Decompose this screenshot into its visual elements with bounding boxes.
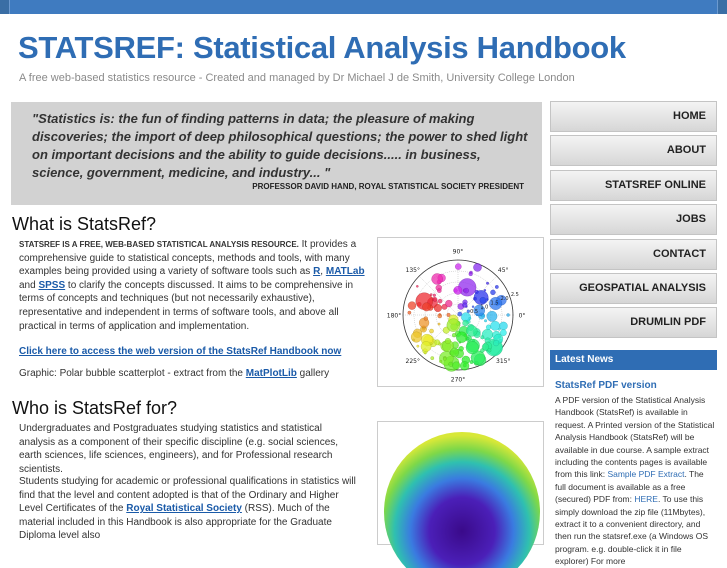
bubble: [480, 297, 486, 303]
quote-text: "Statistics is: the fun of finding patterns in data; the pleasure of making discoveries; the import of deep philosophical questions; the power to shed light on important decisions and the ability to guide decisions..... in business, science, government, medicine, and industry... ": [32, 111, 528, 180]
angle-label: 225°: [405, 357, 420, 365]
news-title-link[interactable]: StatsRef PDF version: [555, 380, 657, 391]
bubble: [422, 303, 430, 311]
bubble: [452, 362, 460, 370]
graphic-caption: [19, 368, 329, 379]
bubble: [507, 313, 510, 316]
sample-pdf-link[interactable]: Sample PDF Extract: [607, 469, 685, 480]
who-paragraph-2: [19, 475, 359, 543]
bubble: [482, 344, 489, 351]
angle-label: 90°: [452, 248, 464, 256]
bubble: [484, 319, 487, 322]
top-bar-inner: [9, 0, 718, 14]
who-heading: Who is StatsRef for?: [12, 398, 178, 418]
matlab-link[interactable]: MATLab: [325, 266, 365, 278]
radial-label: 1.0: [480, 304, 489, 311]
rss-link[interactable]: Royal Statistical Society: [126, 503, 242, 515]
what-text-1: It provides a comprehensive guide to statistical concepts, methods and tools, with many examples being provided using a variety of software tools such as: [19, 239, 357, 278]
angle-label: 0°: [518, 312, 526, 320]
quote-box: [11, 102, 542, 205]
bubble: [493, 340, 499, 346]
radial-label: 2.0: [500, 296, 509, 303]
bubble: [462, 303, 467, 308]
what-sep-2: and: [19, 279, 39, 291]
bubble: [445, 338, 451, 344]
bubble: [487, 311, 497, 321]
bubble: [469, 272, 473, 276]
bubble: [486, 282, 489, 285]
bubble: [490, 321, 499, 330]
bubble: [443, 357, 446, 360]
radial-label: 0.5: [470, 308, 479, 315]
bubble: [413, 339, 415, 341]
bubble: [500, 330, 506, 336]
bubble: [438, 323, 440, 325]
latest-news-heading: Latest News: [550, 350, 717, 370]
nav-statsref-online[interactable]: STATSREF ONLINE: [550, 170, 717, 201]
bubble: [463, 320, 469, 326]
news-text-3: . To use this simply download the zip file (11Mbytes), extract it to a convenient directory, and then run the statsref.exe (a Windows OS program. e.g. double-click it in file explorer) For more: [555, 494, 709, 567]
what-sep-1: ,: [320, 266, 326, 278]
ozone-map-image: [377, 421, 544, 545]
radial-label: 2.5: [510, 291, 519, 298]
bubble: [421, 341, 431, 351]
bubble: [424, 317, 428, 321]
quote-author: PROFESSOR DAVID HAND, ROYAL STATISTICAL SOCIETY PRESIDENT: [252, 182, 524, 191]
news-text-1: A PDF version of the Statistical Analysis Handbook (StatsRef) is available in request. A Printed version of the Statistical Analysis Handbook (StatsRef) will be available in due course. A sample extract including the contents pages is available from this link:: [555, 395, 715, 480]
bubble: [416, 285, 418, 287]
site-title[interactable]: STATSREF: Statistical Analysis Handbook: [18, 30, 626, 65]
bubble: [459, 346, 464, 351]
graphic-suffix: gallery: [296, 368, 330, 379]
what-paragraph: [19, 238, 367, 333]
bubble: [472, 306, 474, 308]
bubble: [481, 335, 485, 339]
polar-bubble-plot: [378, 238, 545, 388]
nav-drumlin-pdf[interactable]: DRUMLIN PDF: [550, 307, 717, 338]
bubble: [430, 329, 434, 333]
bubble: [408, 311, 411, 314]
bubble: [466, 325, 477, 336]
bubble: [417, 345, 419, 347]
bubble: [464, 288, 469, 293]
nav-contact[interactable]: CONTACT: [550, 239, 717, 270]
bubble: [447, 313, 451, 317]
web-version-link[interactable]: Click here to access the web version of the StatsRef Handbook now: [19, 346, 342, 357]
bubble: [438, 299, 442, 303]
bubble: [499, 322, 507, 330]
news-text-2: . The full document is available as a free (secured) PDF from:: [555, 469, 704, 505]
who-paragraph-1: Undergraduates and Postgraduates studying statistics and statistical analysis as a component of their specific discipline (e.g. social sciences, earth sciences, life sciences, engineers), and for Professional research scientists.: [19, 423, 339, 475]
bubble: [458, 278, 476, 296]
bubble: [452, 333, 456, 337]
radial-label: 1.5: [490, 300, 499, 307]
bubble: [490, 290, 495, 295]
bubble: [439, 360, 442, 363]
bubble: [434, 304, 442, 312]
nav-jobs[interactable]: JOBS: [550, 204, 717, 235]
what-text-2: to clarify the concepts discussed. It aims to be comprehensive in terms of concepts and techniques (but not necessarily exhaustive), representative and independent in terms of software tools, and above all practical in terms of application and implementation.: [19, 279, 354, 332]
site-subtitle: A free web-based statistics resource - Created and managed by Dr Michael J de Smith, University College London: [19, 72, 575, 84]
bubble: [454, 286, 462, 294]
bubble: [460, 361, 469, 370]
bubble: [430, 343, 432, 345]
bubble: [445, 300, 452, 307]
bubble: [447, 319, 460, 332]
what-lead: STATSREF IS A FREE, WEB-BASED STATISTICAL ANALYSIS RESOURCE.: [19, 240, 299, 249]
bubble: [437, 289, 441, 293]
bubble: [433, 294, 436, 297]
bubble: [455, 264, 461, 270]
polar-bubbles: [405, 263, 510, 371]
ozone-map: [378, 422, 545, 546]
bubble: [458, 312, 462, 316]
polar-bubble-image: [377, 237, 544, 387]
spss-link[interactable]: SPSS: [38, 279, 66, 291]
bubble: [495, 285, 498, 288]
who-text-b: (RSS). Much of the material included in this Handbook is also appropriate for the Graduate Diploma level also: [19, 503, 332, 542]
angle-label: 45°: [497, 267, 509, 275]
here-link[interactable]: HERE: [634, 494, 658, 505]
bubble: [456, 332, 467, 343]
who-text-a: Students studying for academic or professional qualifications in statistics will find that the level and content adopted is that of the Ordinary and Higher Level Certificates of the: [19, 476, 356, 515]
bubble: [466, 341, 479, 354]
bubble: [439, 313, 441, 315]
nav-home[interactable]: HOME: [550, 101, 717, 132]
bubble: [486, 325, 491, 330]
bubble: [431, 356, 434, 359]
angle-label: 270°: [450, 376, 466, 384]
bubble: [432, 273, 443, 284]
bubble: [469, 317, 471, 319]
matplotlib-link[interactable]: MatPlotLib: [245, 368, 297, 379]
angle-label: 135°: [405, 267, 420, 275]
angle-label: 315°: [496, 357, 511, 365]
r-link[interactable]: R: [313, 266, 321, 278]
nav-geospatial-analysis[interactable]: GEOSPATIAL ANALYSIS: [550, 273, 717, 304]
main-nav: [550, 101, 717, 342]
bubble: [450, 348, 459, 357]
ozone-globe: [384, 432, 540, 568]
bubble: [408, 302, 416, 310]
bubble: [435, 340, 440, 345]
bubble: [473, 263, 481, 271]
angle-label: 180°: [386, 312, 402, 320]
top-bar: [0, 0, 727, 14]
graphic-prefix: Graphic: Polar bubble scatterplot - extract from the: [19, 368, 246, 379]
what-heading: What is StatsRef?: [12, 214, 157, 234]
nav-about[interactable]: ABOUT: [550, 135, 717, 166]
news-body: [555, 394, 715, 568]
